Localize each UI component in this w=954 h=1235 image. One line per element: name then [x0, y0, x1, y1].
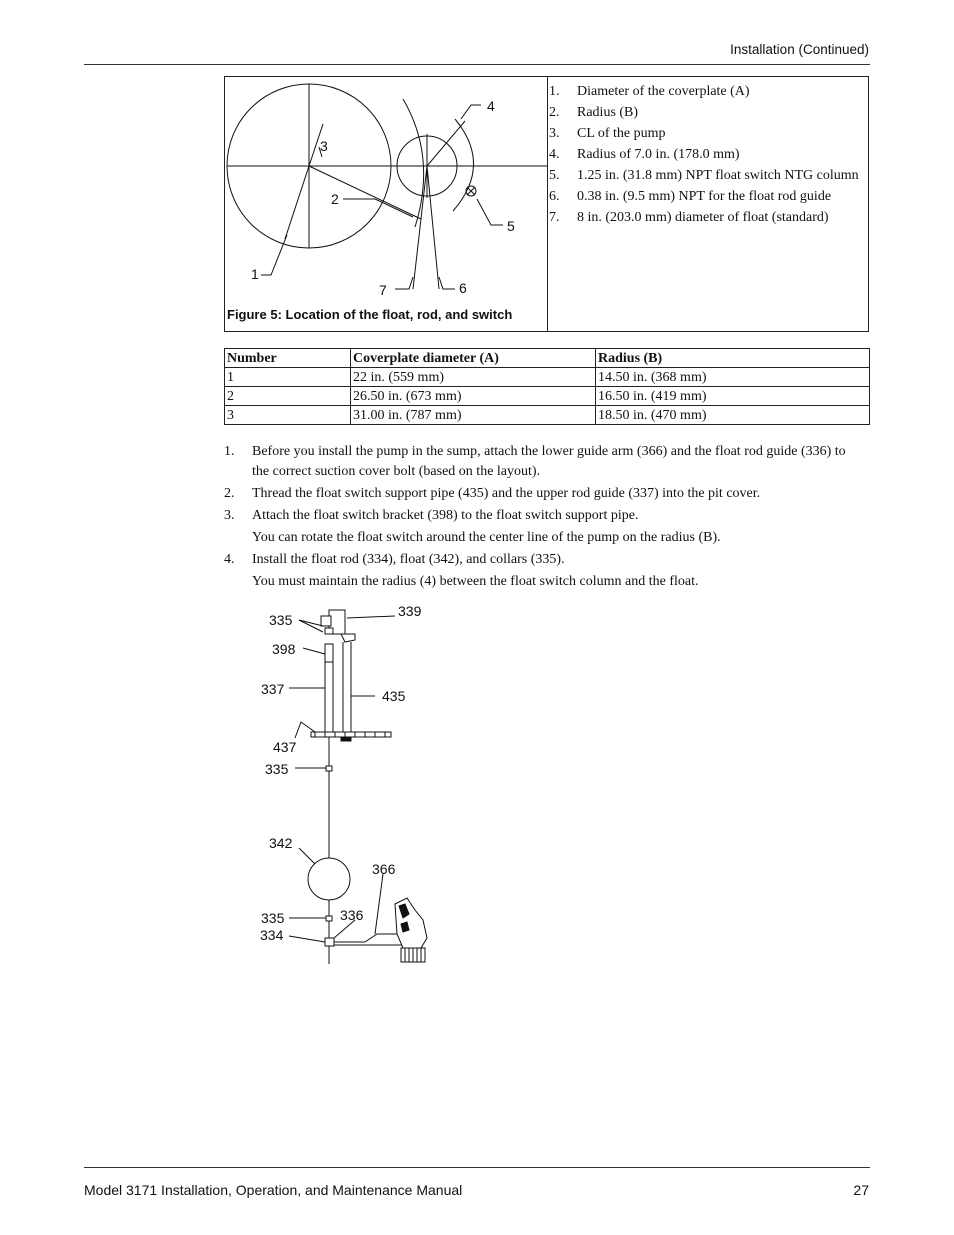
- label-437: 437: [273, 739, 297, 755]
- leader-2: [343, 199, 413, 217]
- float-rod-guide: [325, 938, 334, 946]
- legend-item: 3. CL of the pump: [549, 126, 666, 141]
- label-339: 339: [398, 603, 422, 619]
- callout-2: 2: [331, 191, 339, 207]
- diameter-line: [285, 166, 309, 239]
- label-398: 398: [272, 641, 296, 657]
- figure-legend: [549, 81, 867, 228]
- header-rule: [84, 64, 870, 65]
- leader-366: [375, 874, 383, 934]
- leader-1: [261, 235, 287, 275]
- footer-manual-title: Model 3171 Installation, Operation, and Maintenance Manual: [84, 1182, 463, 1198]
- callout-4: 4: [487, 98, 495, 114]
- legend-item: 2. Radius (B): [549, 105, 639, 120]
- label-342: 342: [269, 835, 293, 851]
- leader-335a: [299, 620, 323, 626]
- rod-line-7: [413, 166, 427, 289]
- arc-radius-b: [403, 99, 424, 227]
- float-switch-bracket: [325, 644, 333, 662]
- table-header: Radius (B): [596, 349, 870, 368]
- legend-item: 4. Radius of 7.0 in. (178.0 mm): [549, 147, 740, 162]
- callout-6: 6: [459, 280, 467, 296]
- installation-steps: [224, 442, 854, 594]
- label-335: 335: [261, 910, 285, 926]
- legend-item: 6. 0.38 in. (9.5 mm) NPT for the float rod guide: [549, 189, 832, 204]
- leader-334: [289, 936, 325, 942]
- leader-6: [439, 277, 455, 289]
- float-ball: [308, 858, 350, 900]
- leader-5: [477, 199, 503, 225]
- step-2: 2. Thread the float switch support pipe (435) and the upper rod guide (337) into the pit cover.: [224, 486, 761, 501]
- label-435: 435: [382, 688, 406, 704]
- rod-line-6: [427, 166, 439, 289]
- step-1: 1. Before you install the pump in the sump, attach the lower guide arm (366) and the float rod guide (336) to the correct suction cover bolt (based on the layout).: [224, 444, 846, 479]
- label-337: 337: [261, 681, 285, 697]
- pit-cover: [311, 732, 391, 737]
- radius-7in-line: [427, 121, 465, 166]
- leader-398: [303, 648, 325, 654]
- step-4-note: You must maintain the radius (4) between the float switch column and the float.: [252, 574, 699, 589]
- legend-item: 1. Diameter of the coverplate (A): [549, 84, 750, 99]
- label-335: 335: [269, 612, 293, 628]
- label-335: 335: [265, 761, 289, 777]
- table-header: Coverplate diameter (A): [351, 349, 596, 368]
- lower-guide-arm: [334, 934, 405, 942]
- callout-3: 3: [320, 138, 328, 154]
- figure-divider: [547, 77, 548, 331]
- leader-4: [461, 105, 481, 119]
- figure-5-box: [224, 76, 869, 332]
- float-assembly-diagram: [255, 598, 455, 970]
- coverplate-table: [224, 348, 870, 425]
- step-3-note: You can rotate the float switch around the center line of the pump on the radius (B).: [252, 530, 721, 545]
- label-366: 366: [372, 861, 396, 877]
- label-334: 334: [260, 927, 284, 943]
- layout-diagram: [225, 77, 547, 331]
- section-header: Installation (Continued): [730, 42, 869, 57]
- footer-rule: [84, 1167, 870, 1168]
- table-row: 3 31.00 in. (787 mm) 18.50 in. (470 mm): [225, 406, 870, 425]
- callout-7: 7: [379, 282, 387, 298]
- step-3: 3. Attach the float switch bracket (398) to the float switch support pipe.: [224, 508, 639, 523]
- table-row: 2 26.50 in. (673 mm) 16.50 in. (419 mm): [225, 387, 870, 406]
- page-number: 27: [853, 1182, 869, 1198]
- callout-1: 1: [251, 266, 259, 282]
- callout-5: 5: [507, 218, 515, 234]
- collar-upper: [326, 766, 332, 771]
- radius-line: [309, 166, 421, 219]
- table-header: Number: [225, 349, 351, 368]
- leader-339: [347, 616, 395, 618]
- table-header-row: [225, 349, 870, 368]
- collar-lower: [326, 916, 332, 921]
- leader-7: [395, 277, 413, 289]
- legend-item: 5. 1.25 in. (31.8 mm) NPT float switch NTG column: [549, 168, 859, 183]
- figure-caption: Figure 5: Location of the float, rod, and switch: [227, 307, 513, 322]
- legend-item: 7. 8 in. (203.0 mm) diameter of float (standard): [549, 210, 829, 225]
- arc-radius-7in: [453, 119, 474, 211]
- leader-342: [299, 848, 315, 864]
- label-336: 336: [340, 907, 364, 923]
- table-row: 1 22 in. (559 mm) 14.50 in. (368 mm): [225, 368, 870, 387]
- step-4: 4. Install the float rod (334), float (342), and collars (335).: [224, 552, 565, 567]
